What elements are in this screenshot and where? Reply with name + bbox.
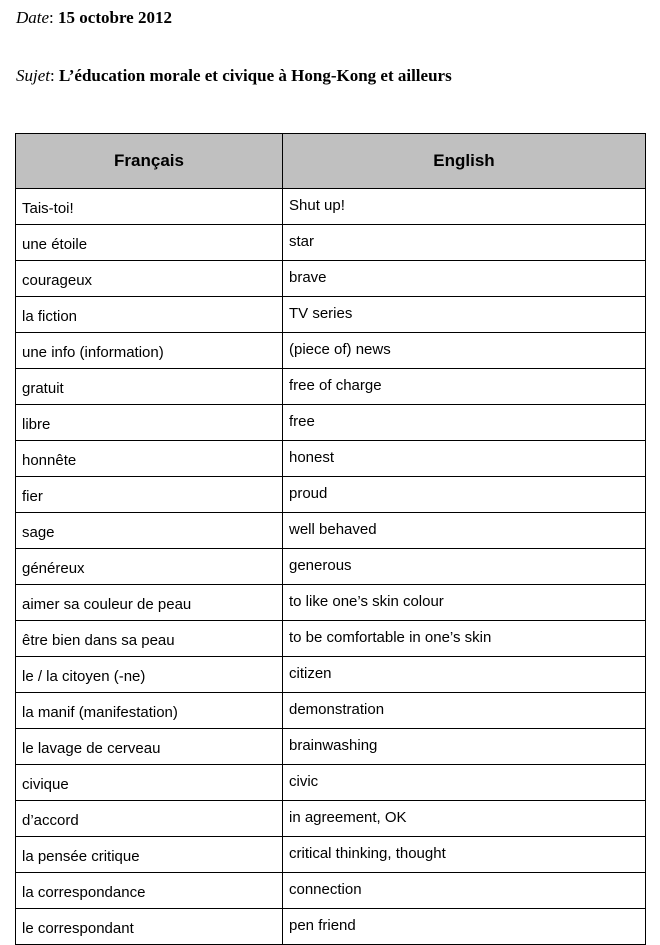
french-term: la manif (manifestation) bbox=[16, 693, 283, 729]
english-translation: in agreement, OK bbox=[283, 801, 646, 837]
french-term: gratuit bbox=[16, 369, 283, 405]
french-term: Tais-toi! bbox=[16, 189, 283, 225]
english-translation: TV series bbox=[283, 297, 646, 333]
english-translation: brainwashing bbox=[283, 729, 646, 765]
french-term: le correspondant bbox=[16, 909, 283, 945]
table-row bbox=[16, 621, 646, 657]
table-row bbox=[16, 441, 646, 477]
table-row bbox=[16, 657, 646, 693]
english-translation: to be comfortable in one’s skin bbox=[283, 621, 646, 657]
french-term: le lavage de cerveau bbox=[16, 729, 283, 765]
english-translation: brave bbox=[283, 261, 646, 297]
table-row bbox=[16, 513, 646, 549]
table-row bbox=[16, 909, 646, 945]
date-line: Date: 15 octobre 2012 bbox=[16, 8, 172, 27]
table-row bbox=[16, 693, 646, 729]
english-translation: Shut up! bbox=[283, 189, 646, 225]
english-translation: demonstration bbox=[283, 693, 646, 729]
column-header-english: English bbox=[283, 134, 646, 189]
english-translation: (piece of) news bbox=[283, 333, 646, 369]
english-translation: proud bbox=[283, 477, 646, 513]
french-term: la fiction bbox=[16, 297, 283, 333]
subject-label: Sujet bbox=[16, 66, 50, 85]
table-row bbox=[16, 837, 646, 873]
french-term: une étoile bbox=[16, 225, 283, 261]
table-row bbox=[16, 801, 646, 837]
english-translation: star bbox=[283, 225, 646, 261]
english-translation: well behaved bbox=[283, 513, 646, 549]
english-translation: to like one’s skin colour bbox=[283, 585, 646, 621]
table-row bbox=[16, 585, 646, 621]
french-term: libre bbox=[16, 405, 283, 441]
column-header-french: Français bbox=[16, 134, 283, 189]
table-row bbox=[16, 873, 646, 909]
french-term: civique bbox=[16, 765, 283, 801]
french-term: le / la citoyen (-ne) bbox=[16, 657, 283, 693]
vocabulary-table bbox=[15, 133, 646, 945]
table-row bbox=[16, 189, 646, 225]
french-term: courageux bbox=[16, 261, 283, 297]
date-value: 15 octobre 2012 bbox=[58, 8, 172, 27]
table-row bbox=[16, 477, 646, 513]
subject-line: Sujet: L’éducation morale et civique à Hong-Kong et ailleurs bbox=[16, 66, 452, 85]
english-translation: connection bbox=[283, 873, 646, 909]
table-header-row bbox=[16, 134, 646, 189]
english-translation: pen friend bbox=[283, 909, 646, 945]
date-label: Date bbox=[16, 8, 50, 27]
french-term: d’accord bbox=[16, 801, 283, 837]
french-term: une info (information) bbox=[16, 333, 283, 369]
table-row bbox=[16, 369, 646, 405]
french-term: fier bbox=[16, 477, 283, 513]
english-translation: critical thinking, thought bbox=[283, 837, 646, 873]
vocabulary-table-body bbox=[16, 189, 646, 945]
subject-value: L’éducation morale et civique à Hong-Kong et ailleurs bbox=[58, 66, 452, 85]
table-row bbox=[16, 405, 646, 441]
table-row bbox=[16, 729, 646, 765]
english-translation: citizen bbox=[283, 657, 646, 693]
french-term: la pensée critique bbox=[16, 837, 283, 873]
french-term: sage bbox=[16, 513, 283, 549]
table-row bbox=[16, 765, 646, 801]
french-term: être bien dans sa peau bbox=[16, 621, 283, 657]
english-translation: free bbox=[283, 405, 646, 441]
english-translation: generous bbox=[283, 549, 646, 585]
table-row bbox=[16, 297, 646, 333]
french-term: généreux bbox=[16, 549, 283, 585]
french-term: la correspondance bbox=[16, 873, 283, 909]
english-translation: honest bbox=[283, 441, 646, 477]
french-term: honnête bbox=[16, 441, 283, 477]
english-translation: civic bbox=[283, 765, 646, 801]
english-translation: free of charge bbox=[283, 369, 646, 405]
table-row bbox=[16, 225, 646, 261]
table-row bbox=[16, 549, 646, 585]
french-term: aimer sa couleur de peau bbox=[16, 585, 283, 621]
table-row bbox=[16, 333, 646, 369]
table-row bbox=[16, 261, 646, 297]
